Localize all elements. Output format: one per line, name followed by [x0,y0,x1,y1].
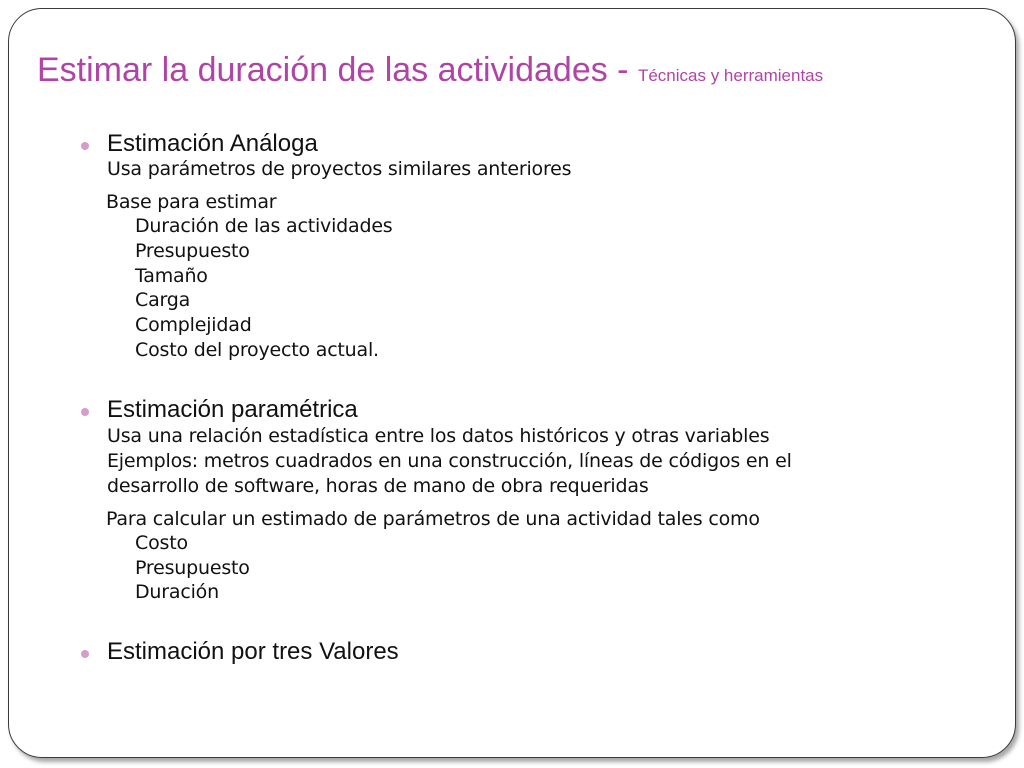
section-examples-line1: Ejemplos: metros cuadrados en una construcción, líneas de códigos en el [107,450,792,472]
section-intro-parametrica: Para calcular un estimado de parámetros de una actividad tales como [106,508,760,530]
bullet-dot [81,650,89,658]
list-item: Tamaño [135,265,208,287]
section-description-parametrica: Usa una relación estadística entre los datos históricos y otras variables [107,425,770,447]
section-heading-tres-valores: Estimación por tres Valores [107,638,399,665]
section-heading-analoga: Estimación Análoga [107,130,318,157]
section-examples-line2: desarrollo de software, horas de mano de obra requeridas [107,475,649,497]
list-item: Carga [135,289,191,311]
list-item: Duración [135,581,219,603]
list-item: Presupuesto [135,240,250,262]
list-item: Presupuesto [135,557,250,579]
list-item: Duración de las actividades [135,215,393,237]
list-item: Costo del proyecto actual. [135,339,379,361]
bullet-dot [81,408,89,416]
section-description-analoga: Usa parámetros de proyectos similares anteriores [107,158,572,180]
title-main: Estimar la duración de las actividades [37,51,608,89]
bullet-dot [81,142,89,150]
section-heading-parametrica: Estimación paramétrica [107,396,358,423]
section-intro-analoga: Base para estimar [106,191,277,213]
title-subtitle: Técnicas y herramientas [637,66,824,85]
list-item: Complejidad [135,314,252,336]
title-separator: - [607,51,638,89]
list-item: Costo [135,532,188,554]
